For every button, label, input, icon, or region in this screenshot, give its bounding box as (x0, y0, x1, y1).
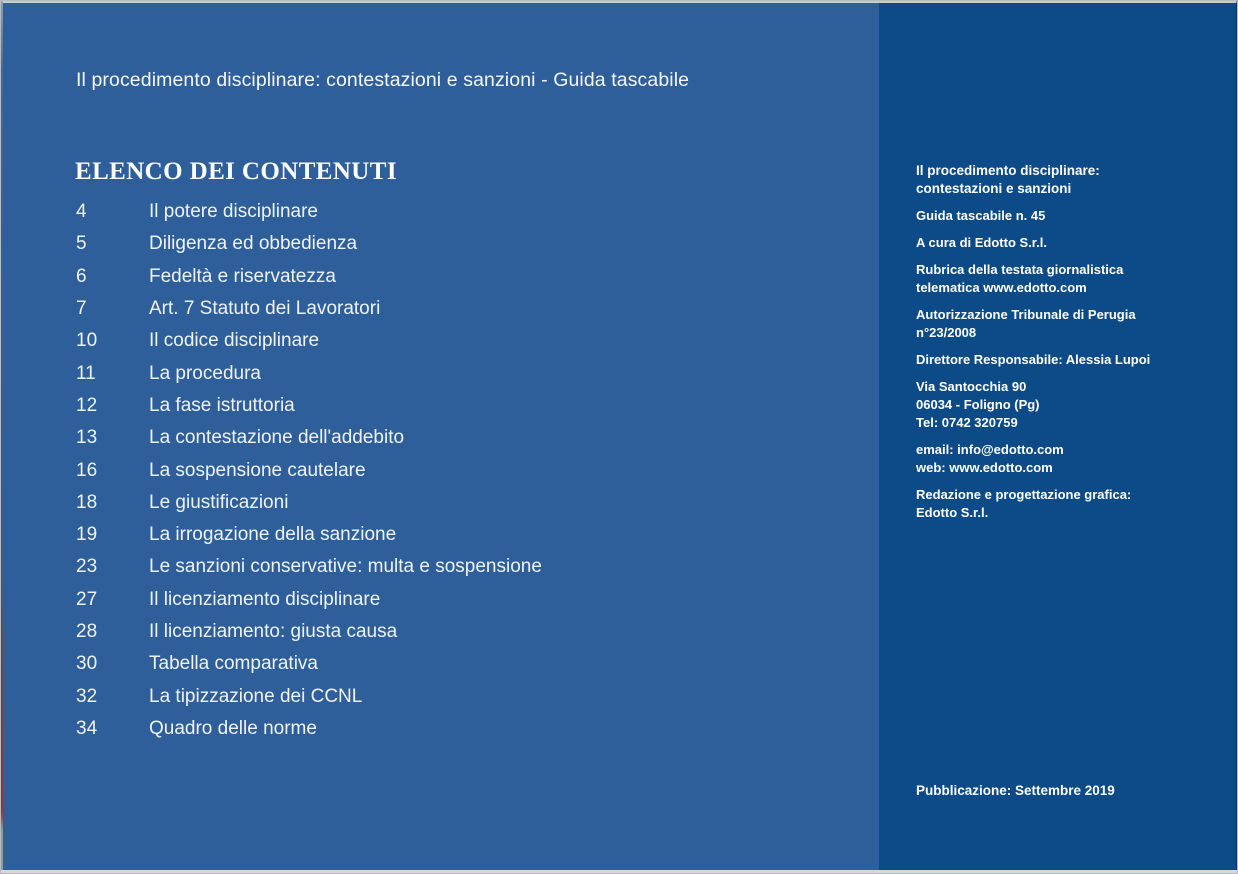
toc-page-number: 19 (76, 524, 98, 546)
address-line1: Via Santocchia 90 (916, 379, 1027, 394)
publication-info (916, 162, 1178, 531)
toc-page-number: 34 (76, 717, 98, 739)
toc-page-number: 16 (76, 459, 98, 481)
director-info: Direttore Responsabile: Alessia Lupoi (916, 352, 1151, 367)
toc-row (76, 325, 776, 357)
toc-entry-title: Il licenziamento disciplinare (149, 588, 381, 610)
toc-entry-title: Le giustificazioni (149, 491, 289, 513)
toc-entry-title: La tipizzazione dei CCNL (149, 685, 363, 707)
authorization-info (916, 306, 1178, 342)
toc-entry-title: Quadro delle norme (149, 717, 317, 739)
toc-page-number: 7 (76, 298, 87, 320)
toc-row (76, 713, 776, 745)
toc-row (76, 551, 776, 583)
toc-page-number: 11 (76, 362, 96, 384)
contact-email: email: info@edotto.com (916, 442, 1064, 457)
toc-entry-title: La procedura (149, 362, 261, 384)
rubrica-line2: telematica www.edotto.com (916, 280, 1087, 295)
rubrica-info (916, 261, 1178, 297)
address-line3: Tel: 0742 320759 (916, 415, 1018, 430)
publication-title (916, 162, 1178, 198)
toc-row (76, 261, 776, 293)
toc-row (76, 390, 776, 422)
toc-page-number: 12 (76, 394, 98, 416)
toc-entry-title: Diligenza ed obbedienza (149, 233, 358, 255)
toc-row (76, 648, 776, 680)
toc-row (76, 519, 776, 551)
toc-row (76, 680, 776, 712)
toc-heading: ELENCO DEI CONTENUTI (75, 158, 397, 185)
address-info (916, 378, 1178, 432)
contact-info (916, 441, 1178, 477)
toc-entry-title: La irrogazione della sanzione (149, 524, 397, 546)
toc-entry-title: Art. 7 Statuto dei Lavoratori (149, 298, 381, 320)
table-of-contents (76, 196, 776, 745)
toc-page-number: 27 (76, 588, 98, 610)
toc-entry-title: Il codice disciplinare (149, 330, 320, 352)
toc-entry-title: La fase istruttoria (149, 394, 295, 416)
toc-entry-title: Il potere disciplinare (149, 201, 318, 223)
publication-title-line1: Il procedimento disciplinare: (916, 163, 1100, 178)
toc-entry-title: Fedeltà e riservatezza (149, 265, 336, 287)
editorial-info (916, 486, 1178, 522)
toc-row (76, 196, 776, 228)
authorization-line2: n°23/2008 (916, 325, 977, 340)
toc-entry-title: La sospensione cautelare (149, 459, 366, 481)
authorization-line1: Autorizzazione Tribunale di Perugia (916, 307, 1136, 322)
toc-page-number: 4 (76, 201, 87, 223)
toc-page-number: 13 (76, 427, 98, 449)
toc-page-number: 10 (76, 330, 98, 352)
publication-title-line2: contestazioni e sanzioni (916, 181, 1072, 196)
page-right-edge (1236, 1, 1237, 870)
guide-number: Guida tascabile n. 45 (916, 208, 1046, 223)
toc-page-number: 28 (76, 621, 98, 642)
toc-page-number: 23 (76, 556, 98, 578)
toc-entry-title: Tabella comparativa (149, 653, 318, 675)
toc-page-number: 30 (76, 653, 98, 675)
curated-by: A cura di Edotto S.r.l. (916, 235, 1047, 250)
toc-page-number: 32 (76, 685, 98, 707)
toc-row (76, 422, 776, 454)
rubrica-line1: Rubrica della testata giornalistica (916, 262, 1124, 277)
editorial-line1: Redazione e progettazione grafica: (916, 487, 1132, 502)
toc-page-number: 18 (76, 491, 98, 513)
toc-row (76, 293, 776, 325)
publication-date: Pubblicazione: Settembre 2019 (916, 783, 1115, 798)
page-left-edge (1, 1, 3, 870)
toc-row (76, 228, 776, 260)
page-bottom-edge (1, 870, 1237, 874)
address-line2: 06034 - Foligno (Pg) (916, 397, 1040, 412)
toc-row (76, 454, 776, 486)
toc-page-number: 6 (76, 265, 87, 287)
toc-row (76, 487, 776, 519)
page-top-border (1, 1, 1237, 3)
toc-entry-title: Le sanzioni conservative: multa e sospensione (149, 556, 542, 578)
toc-entry-title: La contestazione dell'addebito (149, 427, 405, 449)
toc-entry-title: Il licenziamento: giusta causa (149, 621, 398, 642)
toc-row (76, 357, 776, 389)
toc-row (76, 584, 776, 616)
toc-row (76, 616, 776, 648)
document-title: Il procedimento disciplinare: contestazioni e sanzioni - Guida tascabile (76, 69, 690, 91)
contact-web: web: www.edotto.com (916, 460, 1053, 475)
toc-page-number: 5 (76, 233, 87, 255)
editorial-line2: Edotto S.r.l. (916, 505, 989, 520)
